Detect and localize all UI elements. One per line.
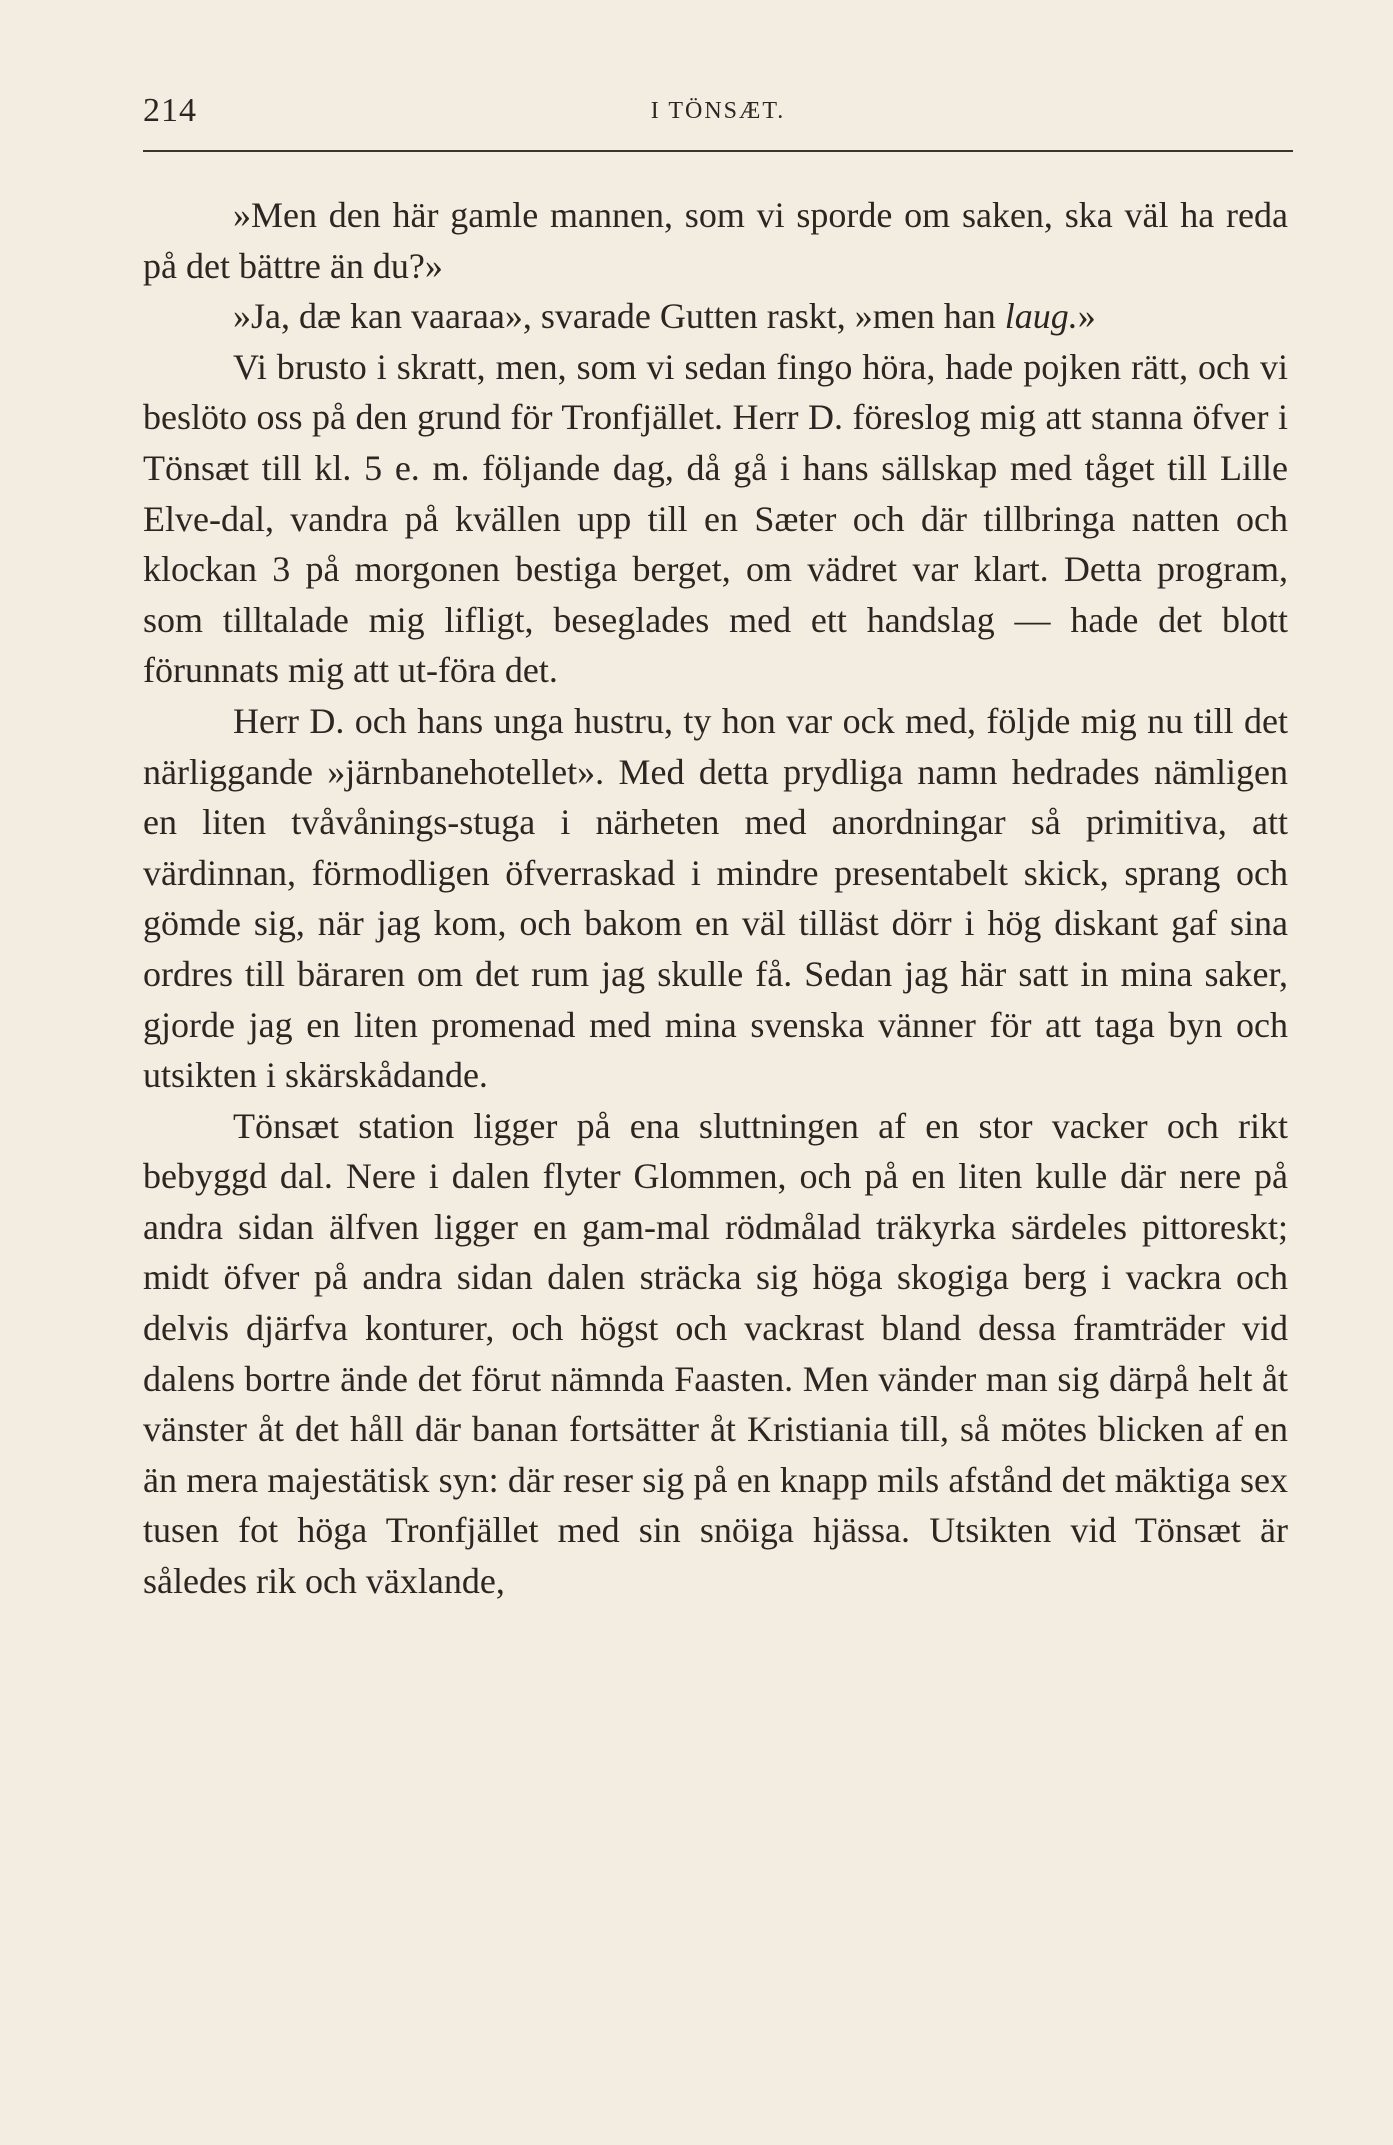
running-title: I TÖNSÆT. [650, 98, 786, 124]
header-rule [143, 150, 1293, 152]
paragraph: Vi brusto i skratt, men, som vi sedan fingo höra, hade pojken rätt, och vi beslöto oss på den grund för Tronfjället. Herr D. föreslog mig att stanna öfver i Tönsæt till kl. 5 e. m. följande dag, då gå i hans sällskap med tåget till Lille Elve-dal, vandra på kvällen upp till en Sæter och där tillbringa natten och klockan 3 på morgonen bestiga berget, om vädret var klart. Detta program, som tilltalade mig lifligt, beseglades med ett handslag — hade det blott förunnats mig att ut-föra det. [143, 346, 1288, 691]
page-number: 214 [143, 92, 197, 129]
paragraph: Tönsæt station ligger på ena sluttningen af en stor vacker och rikt bebyggd dal. Nere i dalen flyter Glommen, och på en liten kulle där nere på andra sidan älfven ligger en gam-mal rödmålad träkyrka särdeles pittoreskt; midt öfver på andra sidan dalen sträcka sig höga skogiga berg i vackra och delvis djärfva konturer, och högst och vackrast bland dessa framträder vid dalens bortre ände det förut nämnda Faasten. Men vänder man sig därpå helt åt vänster åt det håll där banan fortsätter åt Kristiania till, så mötes blicken af en än mera majestätisk syn: där reser sig på en knapp mils afstånd det mäktiga sex tusen fot höga Tronfjället med sin snöiga hjässa. Utsikten vid Tönsæt är således rik och växlande, [143, 1105, 1288, 1602]
paragraph: »Men den här gamle mannen, som vi sporde om saken, ska väl ha reda på det bättre än du?» [143, 195, 1288, 286]
page-header [143, 92, 1293, 142]
body-text [143, 190, 1288, 1607]
italic-word: laug. [1004, 296, 1078, 337]
paragraph: »Ja, dæ kan vaaraa», svarade Gutten raskt, »men han laug.» [233, 296, 1096, 337]
paragraph: Herr D. och hans unga hustru, ty hon var ock med, följde mig nu till det närliggande »järnbanehotellet». Med detta prydliga namn hedrades nämligen en liten tvåvånings-stuga i närheten med anordningar så primitiva, att värdinnan, förmodligen öfverraskad i mindre presentabelt skick, sprang och gömde sig, när jag kom, och bakom en väl tilläst dörr i hög diskant gaf sina ordres till bäraren om det rum jag skulle få. Sedan jag här satt in mina saker, gjorde jag en liten promenad med mina svenska vänner för att taga byn och utsikten i skärskådande. [143, 700, 1288, 1096]
